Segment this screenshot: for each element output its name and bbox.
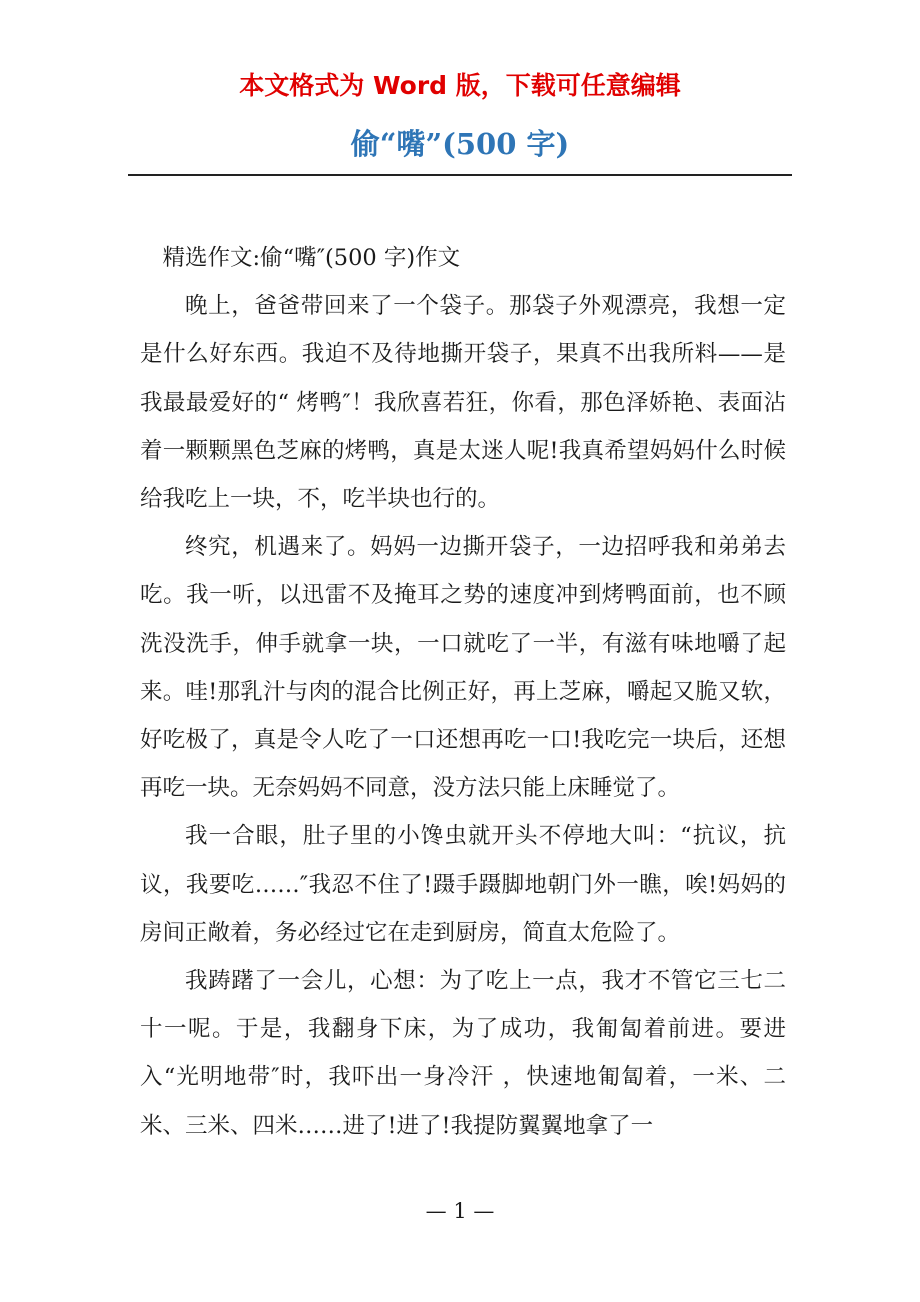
article-paragraph: 我一合眼，肚子里的小馋虫就开头不停地大叫：“抗议，抗议，我要吃……″我忍不住了!蹑手蹑脚地朝门外一瞧，唉!妈妈的房间正敞着，务必经过它在走到厨房，简直太危险了。 bbox=[140, 823, 786, 946]
article-paragraph: 终究，机遇来了。妈妈一边撕开袋子，一边招呼我和弟弟去吃。我一听，以迅雷不及掩耳之势的速度冲到烤鸭面前，也不顾洗没洗手，伸手就拿一块，一口就吃了一半，有滋有味地嚼了起来。哇!那乳汁与肉的混合比例正好，再上芝麻，嚼起又脆又软，好吃极了，真是令人吃了一口还想再吃一口!我吃完一块后，还想再吃一块。无奈妈妈不同意，没方法只能上床睡觉了。 bbox=[140, 534, 786, 802]
page-number: — 1 — bbox=[425, 1199, 495, 1223]
article-paragraph: 我踌躇了一会儿，心想：为了吃上一点，我才不管它三七二十一呢。于是，我翻身下床，为了成功，我匍匐着前进。要进入“光明地带″时，我吓出一身冷汗 ，快速地匍匐着，一米、二米、三米、四米……进了!进了!我提防翼翼地拿了一 bbox=[140, 968, 786, 1139]
article-subtitle: 精选作文:偷“嘴″(500 字)作文 bbox=[162, 245, 461, 271]
article-body bbox=[140, 234, 786, 1150]
article-paragraph: 晚上，爸爸带回来了一个袋子。那袋子外观漂亮，我想一定是什么好东西。我迫不及待地撕开袋子，果真不出我所料——是我最最爱好的“ 烤鸭″！我欣喜若狂，你看，那色泽娇艳、表面沾着一颗颗黑色芝麻的烤鸭，真是太迷人呢!我真希望妈妈什么时候给我吃上一块，不，吃半块也行的。 bbox=[140, 293, 786, 513]
header-divider bbox=[128, 174, 792, 176]
format-banner: 本文格式为 Word 版，下载可任意编辑 bbox=[239, 71, 681, 100]
page-title: 偷“嘴”(500 字) bbox=[350, 127, 570, 161]
